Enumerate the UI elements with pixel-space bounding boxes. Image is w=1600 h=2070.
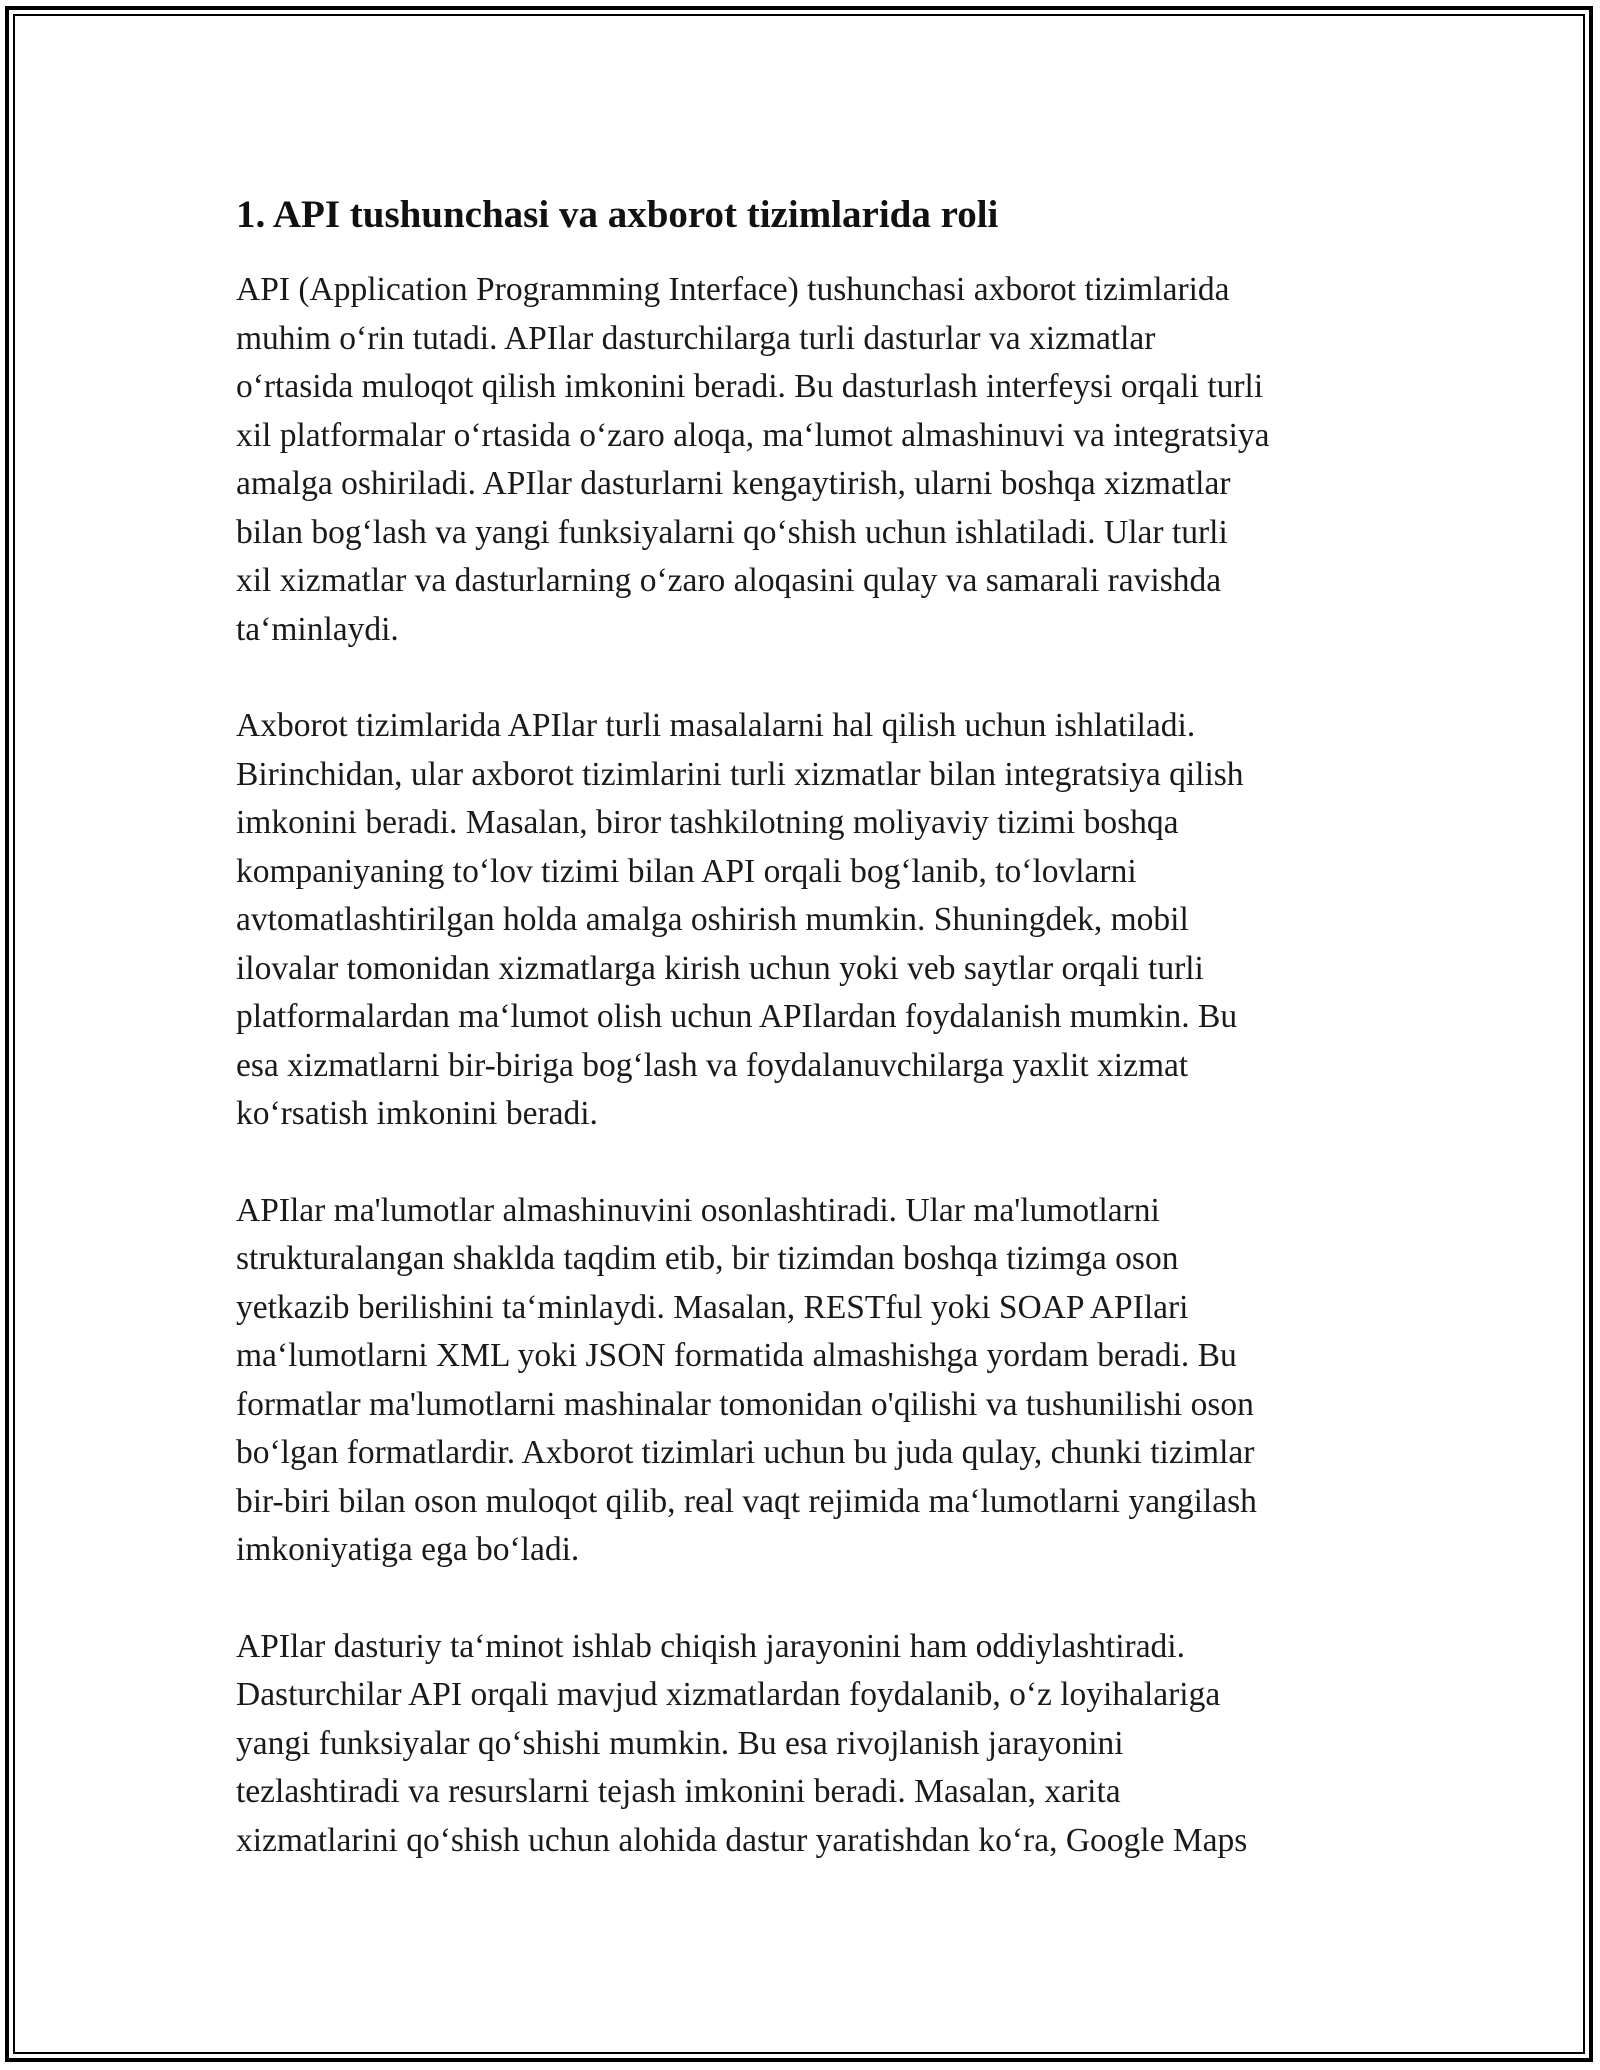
text-line: yangi funksiyalar qoʻshishi mumkin. Bu esa rivojlanish jarayonini xyxy=(236,1724,1124,1762)
text-line: APIlar dasturiy taʻminot ishlab chiqish jarayonini ham oddiylashtiradi. xyxy=(236,1627,1185,1665)
text-line: APIlar ma'lumotlar almashinuvini osonlashtiradi. Ular ma'lumotlarni xyxy=(236,1191,1160,1229)
section-heading: 1. API tushunchasi va axborot tizimlarida roli xyxy=(236,193,999,236)
text-line: maʻlumotlarni XML yoki JSON formatida almashishga yordam beradi. Bu xyxy=(236,1337,1237,1374)
text-line: platformalardan maʻlumot olish uchun APIlardan foydalanish mumkin. Bu xyxy=(236,998,1238,1035)
text-line: taʻminlaydi. xyxy=(236,610,399,648)
text-line: xil platformalar oʻrtasida oʻzaro aloqa, maʻlumot almashinuvi va integratsiya xyxy=(236,416,1270,454)
text-line: bir-biri bilan oson muloqot qilib, real vaqt rejimida maʻlumotlarni yangilash xyxy=(236,1482,1257,1520)
text-line: oʻrtasida muloqot qilish imkonini beradi. Bu dasturlash interfeysi orqali turli xyxy=(236,368,1264,405)
text-line: koʻrsatish imkonini beradi. xyxy=(236,1095,598,1132)
text-line: strukturalangan shaklda taqdim etib, bir tizimdan boshqa tizimga oson xyxy=(236,1240,1179,1277)
paragraph-api-integration xyxy=(236,702,1386,1139)
text-line: Birinchidan, ular axborot tizimlarini turli xizmatlar bilan integratsiya qilish xyxy=(236,755,1244,793)
text-line: bilan bogʻlash va yangi funksiyalarni qoʻshish uchun ishlatiladi. Ular turli xyxy=(236,513,1228,551)
text-line: amalga oshiriladi. APIlar dasturlarni kengaytirish, ularni boshqa xizmatlar xyxy=(236,465,1231,502)
text-line: Dasturchilar API orqali mavjud xizmatlardan foydalanib, oʻz loyihalariga xyxy=(236,1676,1221,1713)
paragraph-software-development xyxy=(236,1623,1386,1866)
text-line: ilovalar tomonidan xizmatlarga kirish uchun yoki veb saytlar orqali turli xyxy=(236,949,1204,987)
paragraph-api-definition xyxy=(236,266,1386,654)
text-line: Axborot tizimlarida APIlar turli masalalarni hal qilish uchun ishlatiladi. xyxy=(236,707,1196,744)
text-line: tezlashtiradi va resurslarni tejash imkonini beradi. Masalan, xarita xyxy=(236,1773,1121,1810)
text-line: API (Application Programming Interface) tushunchasi axborot tizimlarida xyxy=(236,271,1230,308)
paragraph-data-exchange xyxy=(236,1187,1386,1575)
text-line: formatlar ma'lumotlarni mashinalar tomonidan o'qilishi va tushunilishi oson xyxy=(236,1385,1254,1423)
text-line: xil xizmatlar va dasturlarning oʻzaro aloqasini qulay va samarali ravishda xyxy=(236,562,1222,599)
text-line: imkonini beradi. Masalan, biror tashkilotning moliyaviy tizimi boshqa xyxy=(236,804,1179,841)
text-line: yetkazib berilishini taʻminlaydi. Masalan, RESTful yoki SOAP APIlari xyxy=(236,1288,1189,1326)
text-line: xizmatlarini qoʻshish uchun alohida dastur yaratishdan koʻra, Google Maps xyxy=(236,1821,1248,1859)
text-line: avtomatlashtirilgan holda amalga oshirish mumkin. Shuningdek, mobil xyxy=(236,901,1189,938)
text-line: kompaniyaning toʻlov tizimi bilan API orqali bogʻlanib, toʻlovlarni xyxy=(236,852,1137,890)
text-line: boʻlgan formatlardir. Axborot tizimlari uchun bu juda qulay, chunki tizimlar xyxy=(236,1434,1255,1471)
text-line: imkoniyatiga ega boʻladi. xyxy=(236,1531,580,1568)
text-line: esa xizmatlarni bir-biriga bogʻlash va foydalanuvchilarga yaxlit xizmat xyxy=(236,1046,1189,1084)
text-line: muhim oʻrin tutadi. APIlar dasturchilarga turli dasturlar va xizmatlar xyxy=(236,319,1156,357)
document-content xyxy=(236,189,1386,1865)
